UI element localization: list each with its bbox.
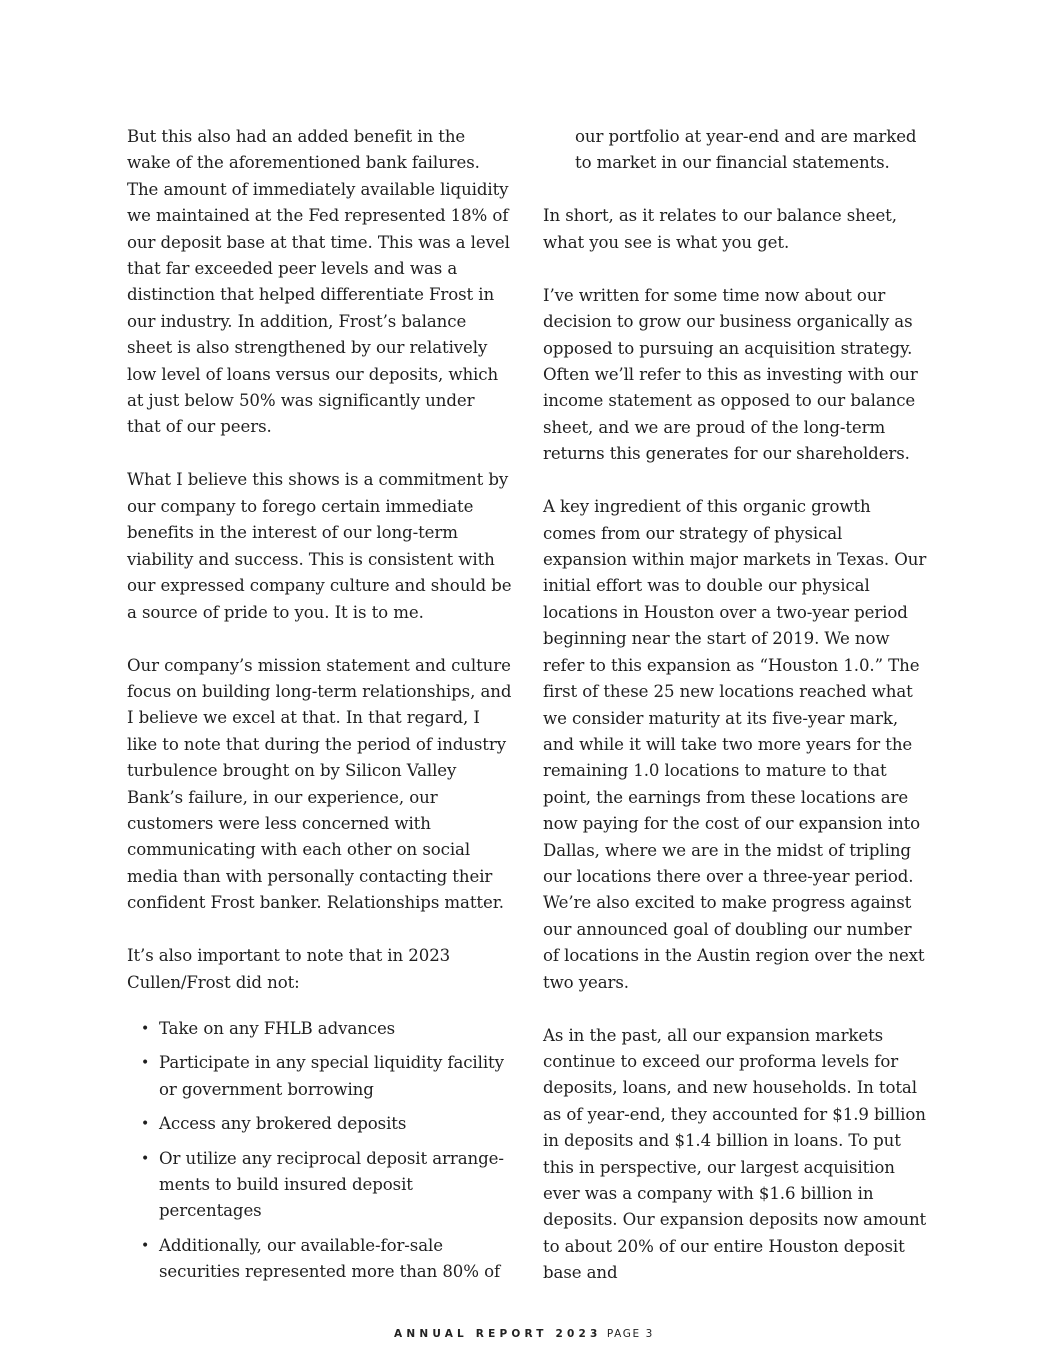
- paragraph-did-not: It’s also important to note that in 2023 Cullen/Frost did not:: [127, 946, 451, 992]
- bullet-icon: •: [141, 1020, 150, 1037]
- page-footer: [0, 1328, 1048, 1340]
- list-item-text: Participate in any special liquidity facility or government borrowing: [159, 1053, 504, 1099]
- list-item: [127, 1111, 512, 1137]
- list-item: [127, 1146, 512, 1225]
- paragraph-balance-sheet: In short, as it relates to our balance sheet, what you see is what you get.: [543, 206, 897, 252]
- bullet-icon: •: [141, 1116, 150, 1133]
- list-item-text: Access any brokered deposits: [159, 1114, 407, 1134]
- paragraph-physical-expansion: A key ingredient of this organic growth comes from our strategy of physical expansion within major markets in Texas. Our initial effort was to double our physical locations in Houston over a two-year period beginning near the start of 2019. We now refer to this expansion as “Houston 1.0.” The first of these 25 new locations reached what we consider maturity at its five-year mark, and while it will take two more years for the remaining 1.0 locations to mature to that point, the earnings from these locations are now paying for the cost of our expansion into Dallas, where we are in the midst of tripling our locations there over a three-year period. We’re also excited to make progress against our announced goal of doubling our number of locations in the Austin region over the next two years.: [543, 497, 927, 992]
- left-column: [127, 124, 512, 1294]
- paragraph-organic-growth: I’ve written for some time now about our decision to grow our business organically as opposed to pursuing an acquisition strategy. Often we’ll refer to this as investing with our income statement as opposed to our balance sheet, and we are proud of the long-term returns this generates for our shareholders.: [543, 285, 918, 464]
- bullet-continuation: our portfolio at year-end and are marked to market in our financial statements.: [575, 127, 917, 173]
- bullet-icon: •: [141, 1237, 150, 1254]
- list-item-text: Take on any FHLB advances: [159, 1018, 396, 1038]
- page-number: PAGE 3: [606, 1328, 654, 1340]
- list-item: [127, 1016, 512, 1042]
- list-item-text: Or utilize any reciprocal deposit arrangements to build insured deposit percentages: [159, 1148, 504, 1221]
- bullet-icon: •: [141, 1150, 150, 1167]
- list-item: [127, 1050, 512, 1103]
- paragraph-relationships: Our company’s mission statement and culture focus on building long-term relationships, and I believe we excel at that. In that regard, I like to note that during the period of industry turbulence brought on by Silicon Valley Bank’s failure, in our experience, our customers were less concerned with communicating with each other on social media than with personally contacting their confident Frost banker. Relationships matter.: [127, 655, 512, 913]
- right-column: [543, 124, 928, 1313]
- bullet-icon: •: [141, 1055, 150, 1072]
- list-item: [127, 1233, 512, 1286]
- paragraph-liquidity: But this also had an added benefit in the wake of the aforementioned bank failures. The amount of immediately available liquidity we maintained at the Fed represented 18% of our deposit base at that time. This was a level that far exceeded peer levels and was a distinction that helped differentiate Frost in our industry. In addition, Frost’s balance sheet is also strengthened by our relatively low level of loans versus our deposits, which at just below 50% was significantly under that of our peers.: [127, 127, 510, 437]
- list-item-text: Additionally, our available-for-sale securities represented more than 80% of: [159, 1235, 501, 1282]
- did-not-list: [127, 1016, 512, 1286]
- paragraph-expansion-markets: As in the past, all our expansion markets continue to exceed our proforma levels for deposits, loans, and new households. In total as of year-end, they accounted for $1.9 billion in deposits and $1.4 billion in loans. To put this in perspective, our largest acquisition ever was a company with $1.6 billion in deposits. Our expansion deposits now amount to about 20% of our entire Houston deposit base and: [543, 1025, 927, 1283]
- paragraph-commitment: What I believe this shows is a commitment by our company to forego certain immediate benefits in the interest of our long-term viability and success. This is consistent with our expressed company culture and should be a source of pride to you. It is to me.: [127, 470, 512, 622]
- report-title: ANNUAL REPORT 2023: [394, 1328, 602, 1340]
